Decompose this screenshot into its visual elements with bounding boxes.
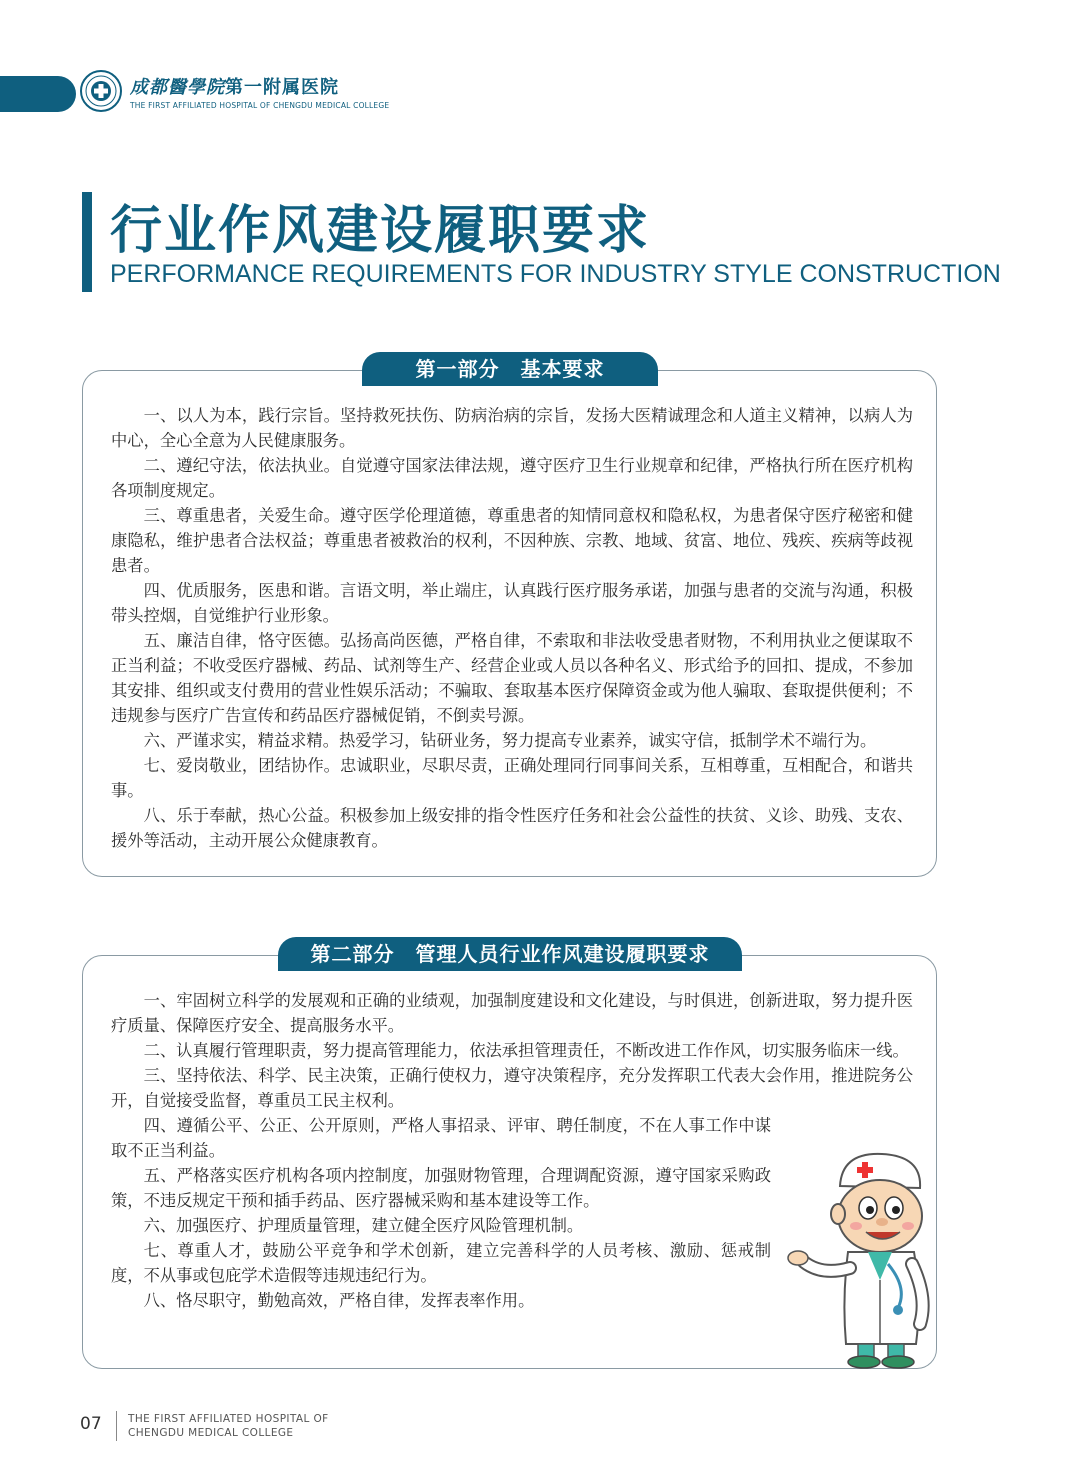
section-2-item: 五、严格落实医疗机构各项内控制度，加强财物管理，合理调配资源，遵守国家采购政策，不违反规定干预和插手药品、医疗器械采购和基本建设等工作。 — [111, 1166, 771, 1210]
section-2-item: 四、遵循公平、公正、公开原则，严格人事招录、评审、聘任制度，不在人事工作中谋取不正当利益。 — [111, 1116, 771, 1160]
section-1-heading: 第一部分 基本要求 — [362, 352, 658, 386]
section-1-item: 三、尊重患者，关爱生命。遵守医学伦理道德，尊重患者的知情同意权和隐私权，为患者保守医疗秘密和健康隐私，维护患者合法权益；尊重患者被救治的权利，不因种族、宗教、地域、贫富、地位、残疾、疾病等歧视患者。 — [111, 506, 913, 575]
section-1-item: 四、优质服务，医患和谐。言语文明，举止端庄，认真践行医疗服务承诺，加强与患者的交流与沟通，积极带头控烟，自觉维护行业形象。 — [111, 581, 913, 625]
footer-line-2: CHENGDU MEDICAL COLLEGE — [128, 1427, 294, 1439]
section-1-item: 一、以人为本，践行宗旨。坚持救死扶伤、防病治病的宗旨，发扬大医精诚理念和人道主义精神，以病人为中心，全心全意为人民健康服务。 — [111, 406, 913, 450]
section-1-item: 六、严谨求实，精益求精。热爱学习，钻研业务，努力提高专业素养，诚实守信，抵制学术不端行为。 — [143, 731, 877, 750]
section-2-heading: 第二部分 管理人员行业作风建设履职要求 — [278, 937, 742, 971]
section-2-item: 三、坚持依法、科学、民主决策，正确行使权力，遵守决策程序，充分发挥职工代表大会作用，推进院务公开，自觉接受监督，尊重员工民主权利。 — [111, 1066, 913, 1110]
section-1-body — [111, 403, 913, 853]
section-2-item: 二、认真履行管理职责，努力提高管理能力，依法承担管理责任，不断改进工作作风，切实服务临床一线。 — [143, 1041, 909, 1060]
page-number: 07 — [80, 1414, 102, 1434]
hospital-name-en: THE FIRST AFFILIATED HOSPITAL OF CHENGDU MEDICAL COLLEGE — [130, 101, 390, 110]
section-1-item: 七、爱岗敬业，团结协作。忠诚职业，尽职尽责，正确处理同行同事间关系，互相尊重，互相配合，和谐共事。 — [111, 756, 913, 800]
section-1-item: 五、廉洁自律，恪守医德。弘扬高尚医德，严格自律，不索取和非法收受患者财物，不利用执业之便谋取不正当利益；不收受医疗器械、药品、试剂等生产、经营企业或人员以各种名义、形式给予的回扣、提成，不参加其安排、组织或支付费用的营业性娱乐活动；不骗取、套取基本医疗保障资金或为他人骗取、套取提供便利；不违规参与医疗广告宣传和药品医疗器械促销，不倒卖号源。 — [111, 631, 913, 725]
hospital-name-script: 成都醫學院 — [130, 77, 225, 98]
header-accent-bar — [0, 76, 76, 112]
hospital-name-bold: 第一附属医院 — [225, 77, 339, 98]
section-2-item: 七、尊重人才，鼓励公平竞争和学术创新，建立完善科学的人员考核、激励、惩戒制度，不从事或包庇学术造假等违规违纪行为。 — [111, 1241, 771, 1285]
hospital-name-cn — [130, 73, 339, 99]
footer-divider — [116, 1411, 117, 1441]
doctor-mascot-icon — [782, 1148, 932, 1370]
page-title: 行业作风建设履职要求 — [110, 201, 651, 261]
footer-hospital-name — [128, 1412, 329, 1440]
section-2-item: 六、加强医疗、护理质量管理，建立健全医疗风险管理机制。 — [143, 1216, 584, 1235]
footer-line-1: THE FIRST AFFILIATED HOSPITAL OF — [128, 1413, 329, 1425]
section-1-item: 二、遵纪守法，依法执业。自觉遵守国家法律法规，遵守医疗卫生行业规章和纪律，严格执行所在医疗机构各项制度规定。 — [111, 456, 913, 500]
title-accent-bar — [82, 192, 92, 292]
page-subtitle: PERFORMANCE REQUIREMENTS FOR INDUSTRY STYLE CONSTRUCTION — [110, 260, 1001, 288]
section-2-item: 八、恪尽职守，勤勉高效，严格自律，发挥表率作用。 — [143, 1291, 535, 1310]
hospital-seal-icon — [80, 70, 122, 112]
section-1-item: 八、乐于奉献，热心公益。积极参加上级安排的指令性医疗任务和社会公益性的扶贫、义诊、助残、支农、援外等活动，主动开展公众健康教育。 — [111, 806, 913, 850]
section-2-item: 一、牢固树立科学的发展观和正确的业绩观，加强制度建设和文化建设，与时俱进，创新进取，努力提升医疗质量、保障医疗安全、提高服务水平。 — [111, 991, 913, 1035]
